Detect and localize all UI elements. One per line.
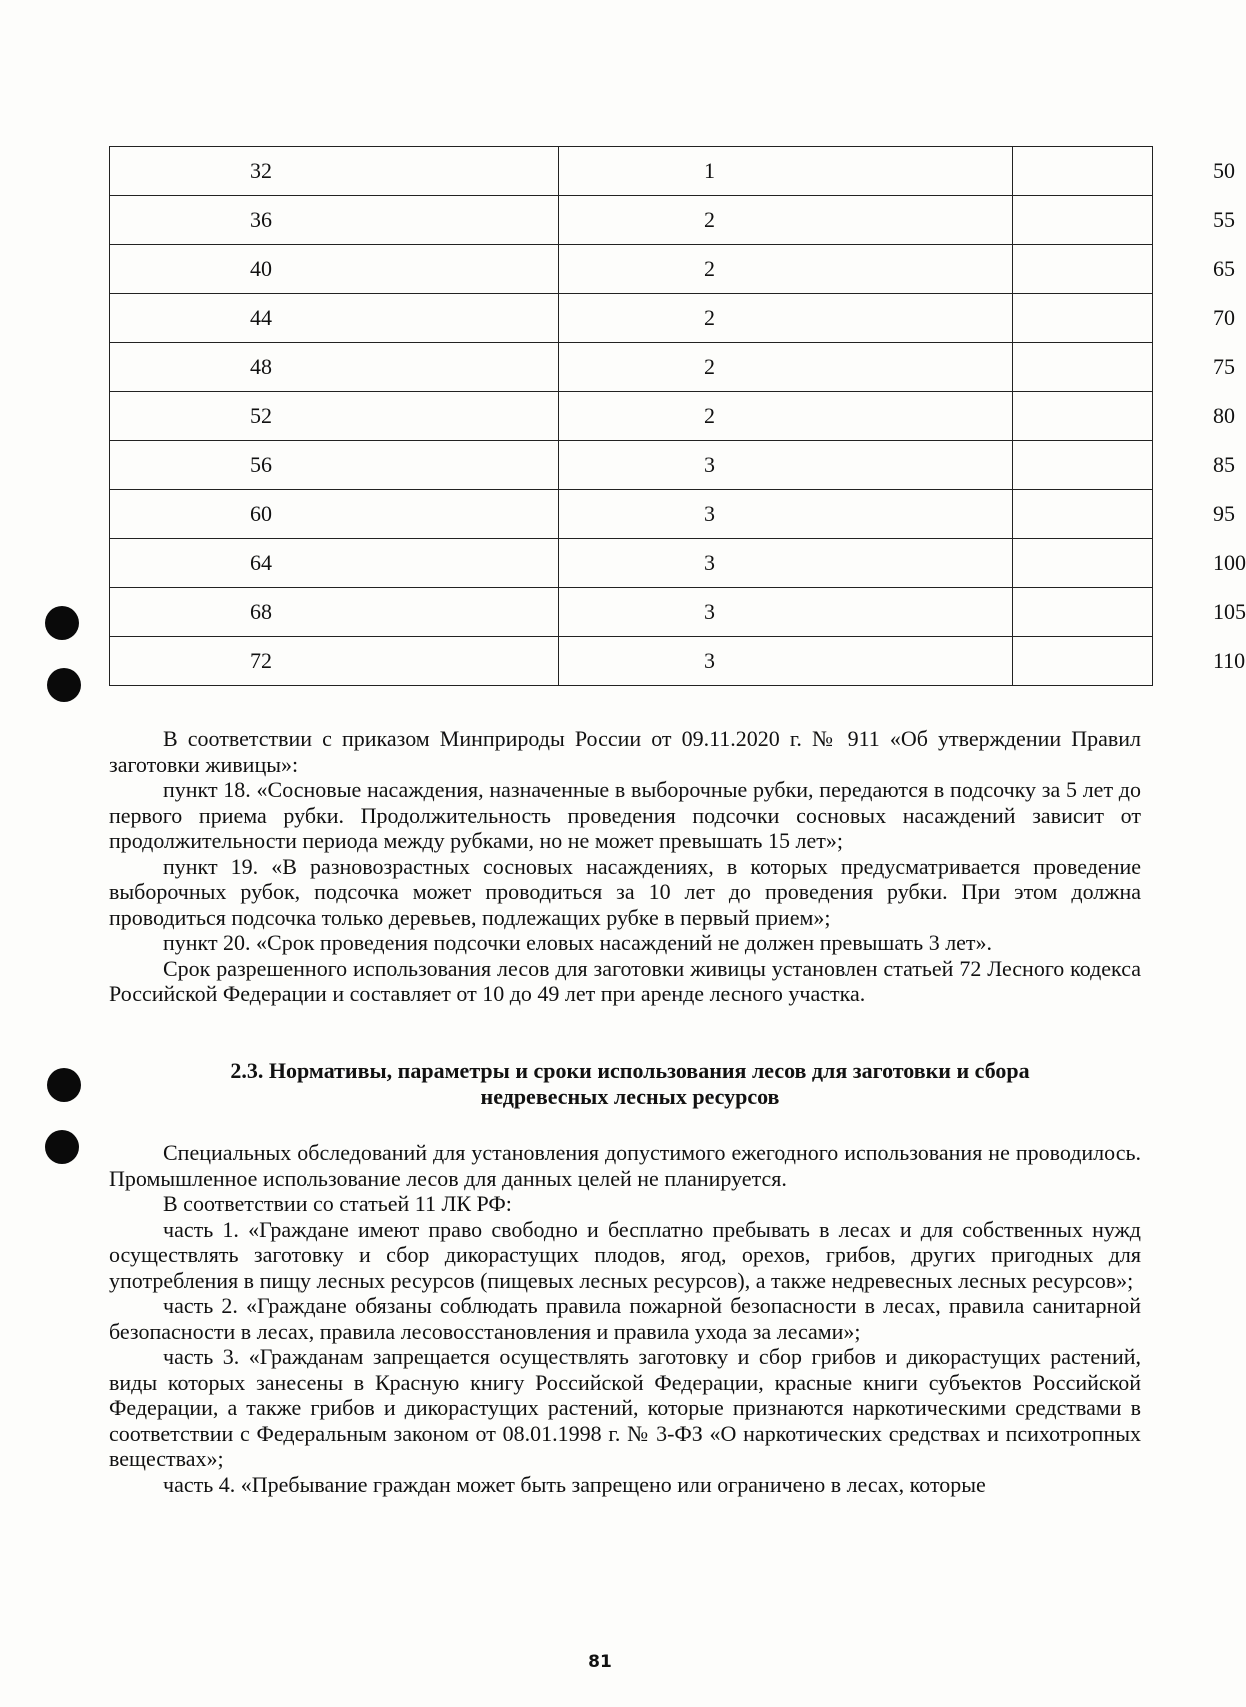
paragraph: пункт 20. «Срок проведения подсочки еловых насаждений не должен превышать 3 лет».: [163, 930, 993, 955]
paragraph: пункт 19. «В разновозрастных сосновых насаждениях, в которых предусматривается проведение выборочных рубок, подсочка может проводиться за 10 лет до проведения рубки. При этом должна проводиться подсочка только деревьев, подлежащих рубке в первый прием»;: [109, 853, 1141, 930]
table-cell: 3: [559, 637, 1013, 686]
section-heading: [150, 1058, 1110, 1110]
paragraph: Срок разрешенного использования лесов для заготовки живицы установлен статьей 72 Лесного кодекса Российской Федерации и составляет от 10 до 49 лет при аренде лесного участка.: [109, 955, 1141, 1006]
heading-line: недревесных лесных ресурсов: [480, 1084, 780, 1109]
table-cell: 55: [1013, 196, 1153, 245]
table-cell: 2: [559, 196, 1013, 245]
table-cell: 1: [559, 147, 1013, 196]
table-row: [110, 588, 1153, 637]
table-cell: 3: [559, 539, 1013, 588]
table-cell: 44: [110, 294, 559, 343]
table-cell: 56: [110, 441, 559, 490]
paragraph: В соответствии с приказом Минприроды России от 09.11.2020 г. № 911 «Об утверждении Правил заготовки живицы»:: [109, 726, 1141, 777]
table-row: [110, 343, 1153, 392]
table-cell: 70: [1013, 294, 1153, 343]
table-row: [110, 196, 1153, 245]
table-cell: 2: [559, 245, 1013, 294]
table-cell: 65: [1013, 245, 1153, 294]
table-row: [110, 490, 1153, 539]
data-table: [109, 146, 1246, 686]
table-row: [110, 147, 1153, 196]
paragraph: часть 2. «Граждане обязаны соблюдать правила пожарной безопасности в лесах, правила санитарной безопасности в лесах, правила лесовосстановления и правила ухода за лесами»;: [109, 1293, 1141, 1344]
paragraph: В соответствии со статьей 11 ЛК РФ:: [163, 1191, 512, 1216]
table-cell: 50: [1013, 147, 1153, 196]
table-cell: 40: [110, 245, 559, 294]
punch-hole: [47, 1068, 81, 1102]
section-non-wood-resources-text: [109, 1140, 1141, 1497]
punch-hole: [47, 668, 81, 702]
table-row: [110, 392, 1153, 441]
table-cell: 80: [1013, 392, 1153, 441]
table-cell: 2: [559, 343, 1013, 392]
table-cell: 60: [110, 490, 559, 539]
paragraph: Специальных обследований для установления допустимого ежегодного использования не проводилось. Промышленное использование лесов для данных целей не планируется.: [109, 1140, 1141, 1191]
table-cell: 95: [1013, 490, 1153, 539]
punch-hole: [45, 1130, 79, 1164]
table-cell: 36: [110, 196, 559, 245]
paragraph: часть 4. «Пребывание граждан может быть запрещено или ограничено в лесах, которые: [163, 1471, 986, 1497]
table-cell: 85: [1013, 441, 1153, 490]
table-cell: 3: [559, 588, 1013, 637]
table-cell: 48: [110, 343, 559, 392]
table-cell: 100: [1013, 539, 1153, 588]
table-cell: 52: [110, 392, 559, 441]
punch-hole: [45, 606, 79, 640]
section-wood-resin-text: [109, 726, 1141, 1007]
paragraph: часть 1. «Граждане имеют право свободно и бесплатно пребывать в лесах и для собственных нужд осуществлять заготовку и сбор дикорастущих плодов, ягод, орехов, грибов, других пригодных для употребления в пищу лесных ресурсов (пищевых лесных ресурсов), а также недревесных лесных ресурсов»;: [109, 1216, 1141, 1293]
table-cell: 72: [110, 637, 559, 686]
table-cell: 32: [110, 147, 559, 196]
table-row: [110, 294, 1153, 343]
table-cell: 68: [110, 588, 559, 637]
table-cell: 2: [559, 392, 1013, 441]
table-cell: 105: [1013, 588, 1153, 637]
table-cell: 64: [110, 539, 559, 588]
table-cell: 3: [559, 441, 1013, 490]
table-cell: 75: [1013, 343, 1153, 392]
heading-line: 2.3. Нормативы, параметры и сроки использования лесов для заготовки и сбора: [230, 1058, 1030, 1083]
table-row: [110, 245, 1153, 294]
table-row: [110, 539, 1153, 588]
table-cell: 110: [1013, 637, 1153, 686]
table-cell: 2: [559, 294, 1013, 343]
paragraph: часть 3. «Гражданам запрещается осуществлять заготовку и сбор грибов и дикорастущих растений, виды которых занесены в Красную книгу Российской Федерации, красные книги субъектов Российской Федерации, а также грибов и дикорастущих растений, которые признаются наркотическими средствами в соответствии с Федеральным законом от 08.01.1998 г. № 3-ФЗ «О наркотических средствах и психотропных веществах»;: [109, 1344, 1141, 1471]
page-number: 81: [588, 1652, 612, 1672]
table-cell: 3: [559, 490, 1013, 539]
paragraph: пункт 18. «Сосновые насаждения, назначенные в выборочные рубки, передаются в подсочку за 5 лет до первого приема рубки. Продолжительность проведения подсочки сосновых насаждений зависит от продолжительности периода между рубками, но не может превышать 15 лет»;: [109, 777, 1141, 853]
table-row: [110, 441, 1153, 490]
table-row: [110, 637, 1153, 686]
